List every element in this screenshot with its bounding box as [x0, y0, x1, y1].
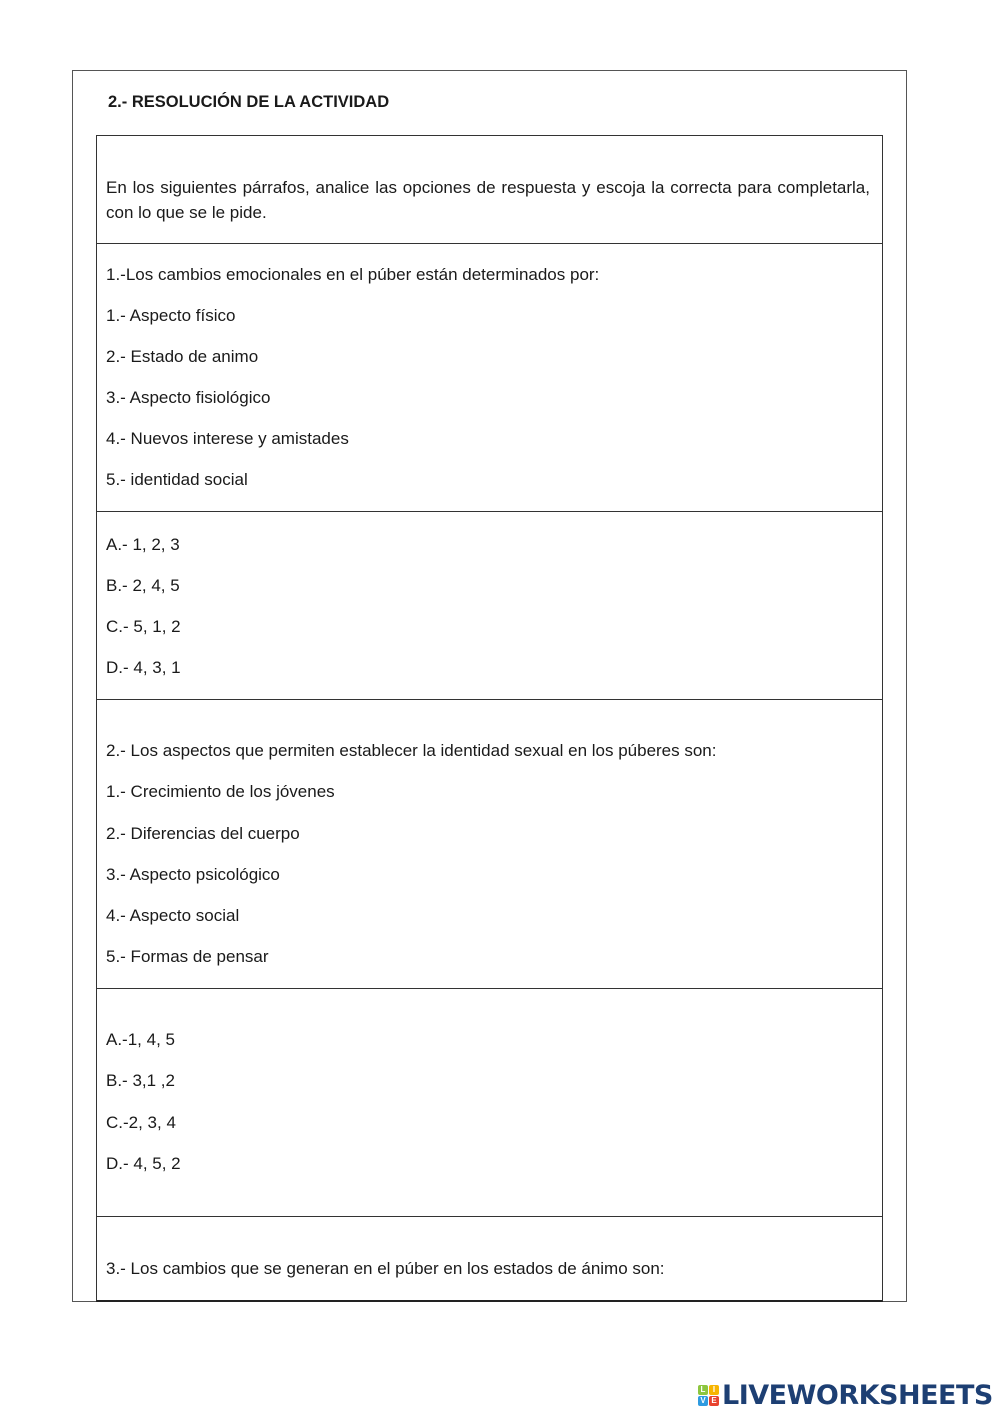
logo-letter: E	[709, 1396, 719, 1406]
section-heading: 2.- RESOLUCIÓN DE LA ACTIVIDAD	[108, 93, 390, 111]
question-1-item: 3.- Aspecto fisiológico	[106, 388, 271, 407]
instructions: En los siguientes párrafos, analice las opciones de respuesta y escoja la correcta para completarla, con lo que se le pide.	[106, 178, 870, 222]
question-1-prompt: 1.-Los cambios emocionales en el púber están determinados por:	[106, 265, 600, 284]
question-2-item: 4.- Aspecto social	[106, 906, 240, 925]
question-3-prompt: 3.- Los cambios que se generan en el púber en los estados de ánimo son:	[106, 1259, 665, 1278]
logo-letter: L	[698, 1385, 708, 1395]
question-2-prompt: 2.- Los aspectos que permiten establecer la identidad sexual en los púberes son:	[106, 741, 717, 760]
question-1-item: 4.- Nuevos interese y amistades	[106, 429, 349, 448]
row-divider	[96, 243, 882, 244]
question-2-item: 1.- Crecimiento de los jóvenes	[106, 782, 335, 801]
question-1-item: 1.- Aspecto físico	[106, 306, 236, 325]
question-1-item: 5.- identidad social	[106, 470, 248, 489]
question-1-option-a[interactable]: A.- 1, 2, 3	[106, 535, 180, 554]
logo-letter: V	[698, 1396, 708, 1406]
question-2-item: 3.- Aspecto psicológico	[106, 865, 280, 884]
question-2-option-c[interactable]: C.-2, 3, 4	[106, 1113, 176, 1132]
question-2-option-d[interactable]: D.- 4, 5, 2	[106, 1154, 181, 1173]
logo-icon	[698, 1385, 719, 1406]
row-divider	[96, 699, 882, 700]
row-divider	[96, 988, 882, 989]
row-divider	[96, 511, 882, 512]
question-2-item: 2.- Diferencias del cuerpo	[106, 824, 300, 843]
logo-text: LIVEWORKSHEETS	[722, 1380, 993, 1411]
question-2-item: 5.- Formas de pensar	[106, 947, 269, 966]
row-divider	[96, 1216, 882, 1217]
question-1-option-c[interactable]: C.- 5, 1, 2	[106, 617, 181, 636]
liveworksheets-logo	[698, 1380, 993, 1411]
question-1-option-d[interactable]: D.- 4, 3, 1	[106, 658, 181, 677]
logo-letter: I	[709, 1385, 719, 1395]
question-2-option-b[interactable]: B.- 3,1 ,2	[106, 1071, 175, 1090]
question-2-option-a[interactable]: A.-1, 4, 5	[106, 1030, 175, 1049]
question-1-item: 2.- Estado de animo	[106, 347, 259, 366]
question-1-option-b[interactable]: B.- 2, 4, 5	[106, 576, 180, 595]
